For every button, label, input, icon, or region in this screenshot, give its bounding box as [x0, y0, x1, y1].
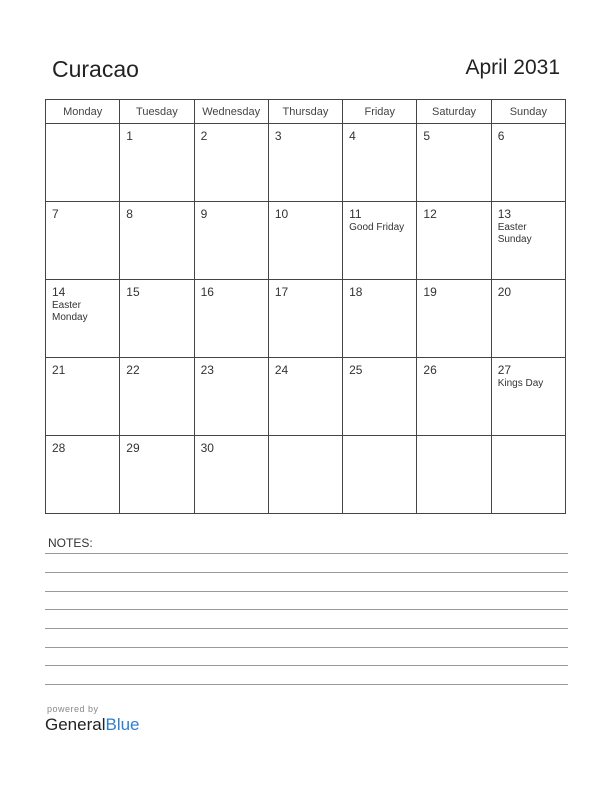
- day-number: 11: [349, 207, 362, 221]
- day-cell: [120, 202, 194, 280]
- day-cell: [343, 202, 417, 280]
- week-row: [46, 124, 566, 202]
- day-number: 7: [52, 207, 59, 221]
- day-number: 19: [423, 285, 437, 299]
- day-cell: [417, 202, 491, 280]
- day-number: 24: [274, 363, 289, 377]
- day-cell: [120, 436, 194, 514]
- generalblue-logo: [45, 715, 140, 735]
- day-cell: [46, 202, 120, 280]
- day-cell: [491, 280, 565, 358]
- day-cell: [46, 358, 120, 436]
- day-cell: [491, 436, 565, 514]
- week-row: [46, 202, 566, 280]
- day-number: 17: [274, 285, 289, 299]
- day-cell: [417, 124, 491, 202]
- day-number: 14: [52, 285, 66, 299]
- note-line: [45, 609, 568, 610]
- logo-blue: Blue: [105, 715, 140, 734]
- day-cell: [194, 124, 268, 202]
- day-number: 12: [423, 207, 437, 221]
- day-number: 23: [200, 363, 214, 377]
- powered-by-text: powered by: [47, 704, 99, 714]
- month-title: April 2031: [465, 56, 560, 79]
- day-cell: [343, 436, 417, 514]
- day-cell: [491, 124, 565, 202]
- day-cell: [268, 358, 342, 436]
- day-number: 16: [200, 285, 214, 299]
- holiday-label: Good Friday: [349, 222, 405, 233]
- day-number: 10: [274, 207, 289, 221]
- calendar-body: [46, 124, 566, 514]
- day-number: 3: [274, 129, 282, 143]
- day-cell: [46, 436, 120, 514]
- day-cell: [194, 280, 268, 358]
- note-line: [45, 647, 568, 648]
- day-number: 21: [52, 363, 66, 377]
- day-cell: [268, 280, 342, 358]
- day-cell: [120, 280, 194, 358]
- calendar-grid: [45, 99, 566, 514]
- day-number: 2: [200, 129, 208, 143]
- logo-general: General: [45, 715, 106, 734]
- note-line: [45, 628, 568, 629]
- week-row: [46, 280, 566, 358]
- note-line: [45, 591, 568, 592]
- day-number: 28: [52, 441, 66, 455]
- day-number: 9: [200, 207, 208, 221]
- day-number: 5: [423, 129, 431, 143]
- day-number: 13: [497, 207, 512, 221]
- brand-footer: [45, 704, 140, 735]
- day-number: 30: [200, 441, 214, 455]
- day-cell: [120, 358, 194, 436]
- note-line: [45, 665, 568, 666]
- day-cell: [417, 436, 491, 514]
- weekday-tuesday: Tuesday: [120, 100, 194, 124]
- day-cell: [343, 280, 417, 358]
- day-number: 26: [423, 363, 437, 377]
- holiday-label: Easter Monday: [52, 300, 88, 323]
- weekday-saturday: Saturday: [417, 100, 491, 124]
- week-row: [46, 436, 566, 514]
- day-number: 29: [126, 441, 140, 455]
- day-number: 1: [126, 129, 133, 143]
- day-number: 15: [126, 285, 140, 299]
- day-number: 6: [497, 129, 505, 143]
- day-cell: [120, 124, 194, 202]
- day-cell: [46, 280, 120, 358]
- day-number: 22: [126, 363, 140, 377]
- day-number: 8: [126, 207, 133, 221]
- day-cell: [268, 124, 342, 202]
- day-number: 18: [349, 285, 363, 299]
- day-number: 25: [349, 363, 363, 377]
- day-cell: [194, 202, 268, 280]
- day-cell: [194, 358, 268, 436]
- day-cell: [417, 358, 491, 436]
- weekday-header-row: [46, 100, 566, 124]
- day-cell: [343, 358, 417, 436]
- day-number: 4: [349, 129, 356, 143]
- weekday-wednesday: Wednesday: [194, 100, 268, 124]
- weekday-thursday: Thursday: [268, 100, 342, 124]
- day-cell: [343, 124, 417, 202]
- weekday-monday: Monday: [46, 100, 120, 124]
- week-row: [46, 358, 566, 436]
- note-line: [45, 572, 568, 573]
- note-line: [45, 553, 568, 554]
- note-line: [45, 684, 568, 685]
- day-cell: [268, 436, 342, 514]
- day-cell: [491, 358, 565, 436]
- day-cell: [491, 202, 565, 280]
- day-number: 20: [497, 285, 512, 299]
- weekday-sunday: Sunday: [491, 100, 565, 124]
- country-title: Curacao: [52, 56, 139, 82]
- day-cell: [46, 124, 120, 202]
- notes-label: NOTES:: [48, 536, 93, 550]
- weekday-friday: Friday: [343, 100, 417, 124]
- holiday-label: Easter Sunday: [497, 222, 532, 245]
- day-cell: [194, 436, 268, 514]
- day-cell: [417, 280, 491, 358]
- day-number: 27: [497, 363, 512, 377]
- day-cell: [268, 202, 342, 280]
- holiday-label: Kings Day: [497, 378, 544, 389]
